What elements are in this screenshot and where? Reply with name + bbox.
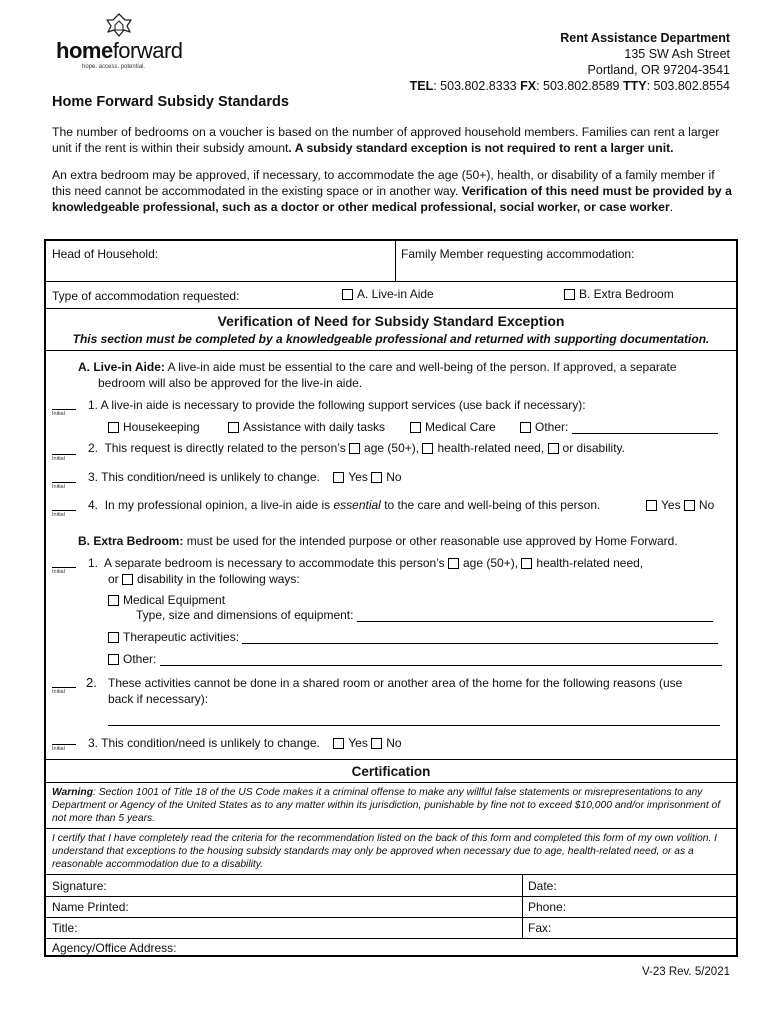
a4-yes-no: Yes No — [646, 498, 714, 512]
section-b-intro: B. Extra Bedroom: must be used for the intended purpose or other reasonable use approved by Home Forward. — [78, 534, 678, 548]
other-activity-checkbox[interactable] — [108, 654, 119, 665]
intro-paragraph-2: An extra bedroom may be approved, if necessary, to accommodate the age (50+), health, or disability of a family member if this need cannot be accommodated in the existing space or in another way. Verification of this need must be provided by a knowledgeable professional, such as a doctor or other medical professional, social worker, or case worker. — [52, 168, 732, 214]
other-service-checkbox[interactable] — [520, 422, 531, 433]
intro-paragraph-1: The number of bedrooms on a voucher is based on the number of approved household members. Families can rent a larger unit if the rent is within their subsidy amount. A subsidy standard exception is not required to rent a larger unit. — [52, 125, 720, 155]
equipment-field[interactable] — [357, 610, 713, 622]
equipment-details: Type, size and dimensions of equipment: — [136, 608, 713, 622]
other-service-field[interactable] — [572, 422, 718, 434]
certification-title: Certification — [351, 764, 431, 779]
phone-field[interactable]: Phone: — [528, 900, 567, 914]
subsidy-form — [44, 239, 738, 957]
a2-question: 2. This request is directly related to the person’s age (50+), health-related need, or disability. — [88, 441, 625, 455]
option-extra-bedroom[interactable]: B. Extra Bedroom — [564, 287, 674, 301]
initial-a1[interactable]: Initial — [52, 409, 78, 417]
initial-a3[interactable]: Initial — [52, 482, 78, 490]
medical-equipment-option[interactable]: Medical Equipment — [108, 593, 225, 607]
initial-b2[interactable]: Initial — [52, 687, 78, 695]
initial-b1[interactable]: Initial — [52, 567, 78, 575]
b1-disability-checkbox[interactable] — [122, 574, 133, 585]
title-field[interactable]: Title: — [52, 921, 78, 935]
logo-wordmark: homeforward — [56, 38, 183, 63]
b1-question-cont: or disability in the following ways: — [108, 572, 300, 586]
a4-yes-checkbox[interactable] — [646, 500, 657, 511]
initial-a2[interactable]: Initial — [52, 454, 78, 462]
home-forward-logo-icon — [104, 12, 134, 38]
extra-bedroom-checkbox[interactable] — [564, 289, 575, 300]
therapeutic-checkbox[interactable] — [108, 632, 119, 643]
fax-field[interactable]: Fax: — [528, 921, 552, 935]
signature-field[interactable]: Signature: — [52, 879, 107, 893]
accommodation-type-label: Type of accommodation requested: — [52, 289, 240, 303]
a4-no-checkbox[interactable] — [684, 500, 695, 511]
b1-health-checkbox[interactable] — [521, 558, 532, 569]
a2-health-checkbox[interactable] — [422, 443, 433, 454]
b3-yes-checkbox[interactable] — [333, 738, 344, 749]
page-title: Home Forward Subsidy Standards — [52, 94, 289, 110]
initial-b3[interactable]: Initial — [52, 744, 78, 752]
section-a-intro: A. Live-in Aide: A live-in aide must be essential to the care and well-being of the person. If approved, a separate — [78, 360, 677, 374]
b1-question: 1. A separate bedroom is necessary to accommodate this person’s age (50+), health-related need, — [88, 556, 644, 570]
other-activity-field[interactable] — [160, 654, 722, 666]
b2-number: 2. — [86, 675, 97, 690]
a1-question: 1. A live-in aide is necessary to provide the following support services (use back if necessary): — [88, 398, 586, 412]
service-other[interactable]: Other: — [520, 420, 718, 434]
family-member-label: Family Member requesting accommodation: — [401, 247, 635, 261]
b3-no-checkbox[interactable] — [371, 738, 382, 749]
a3-question: 3. This condition/need is unlikely to change. Yes No — [88, 470, 402, 484]
option-live-in-aide[interactable]: A. Live-in Aide — [342, 287, 434, 301]
b1-age-checkbox[interactable] — [448, 558, 459, 569]
a4-question: 4. In my professional opinion, a live-in aide is essential to the care and well-being of this person. — [88, 498, 601, 512]
other-activity-option[interactable]: Other: — [108, 652, 722, 666]
head-of-household-label: Head of Household: — [52, 247, 159, 261]
department-name: Rent Assistance Department — [560, 31, 730, 45]
verification-subtitle: This section must be completed by a knowledgeable professional and returned with supporting documentation. — [72, 332, 710, 346]
b2-reason-line[interactable] — [108, 725, 720, 726]
certify-text: I certify that I have completely read the criteria for the recommendation listed on the back of this form and completed this form of my own volition. I understand that exceptions to the housing subsidy standards may only be approved when necessary due to age, health-related need, or as a reasonable accommodation due to a disability. — [52, 833, 718, 870]
phone-line: TEL: 503.802.8333 FX: 503.802.8589 TTY: 503.802.8554 — [409, 79, 730, 93]
medical-care-checkbox[interactable] — [410, 422, 421, 433]
a3-no-checkbox[interactable] — [371, 472, 382, 483]
form-version: V-23 Rev. 5/2021 — [641, 966, 730, 978]
city-address: Portland, OR 97204-3541 — [587, 63, 730, 77]
a3-yes-checkbox[interactable] — [333, 472, 344, 483]
date-field[interactable]: Date: — [528, 879, 557, 893]
daily-tasks-checkbox[interactable] — [228, 422, 239, 433]
housekeeping-checkbox[interactable] — [108, 422, 119, 433]
therapeutic-field[interactable] — [242, 632, 718, 644]
a2-disability-checkbox[interactable] — [548, 443, 559, 454]
section-a-intro-cont: bedroom will also be approved for the live-in aide. — [98, 376, 363, 390]
warning-text: Warning: Section 1001 of Title 18 of the US Code makes it a criminal offense to make any willful false statements or misrepresentations to any Department or Agency of the United States as to any matter within its jurisdiction, punishable by fine not to exceed $10,000 and/or imprisonment of not more than 5 years. — [52, 787, 721, 824]
service-housekeeping[interactable]: Housekeeping — [108, 420, 200, 434]
verification-title: Verification of Need for Subsidy Standard Exception — [217, 313, 565, 329]
therapeutic-option[interactable]: Therapeutic activities: — [108, 630, 718, 644]
logo-tagline: hope. access. potential. — [82, 64, 146, 70]
initial-a4[interactable]: Initial — [52, 510, 78, 518]
name-printed-field[interactable]: Name Printed: — [52, 900, 129, 914]
b2-question: These activities cannot be done in a shared room or another area of the home for the following reasons (use — [108, 676, 683, 690]
b2-question-cont: back if necessary): — [108, 692, 209, 706]
b3-question: 3. This condition/need is unlikely to change. Yes No — [88, 736, 402, 750]
live-in-aide-checkbox[interactable] — [342, 289, 353, 300]
service-medical-care[interactable]: Medical Care — [410, 420, 496, 434]
agency-address-field[interactable]: Agency/Office Address: — [52, 941, 177, 955]
a2-age-checkbox[interactable] — [349, 443, 360, 454]
service-daily-tasks[interactable]: Assistance with daily tasks — [228, 420, 385, 434]
contact-block — [410, 30, 730, 94]
medical-equipment-checkbox[interactable] — [108, 595, 119, 606]
street-address: 135 SW Ash Street — [624, 47, 730, 61]
